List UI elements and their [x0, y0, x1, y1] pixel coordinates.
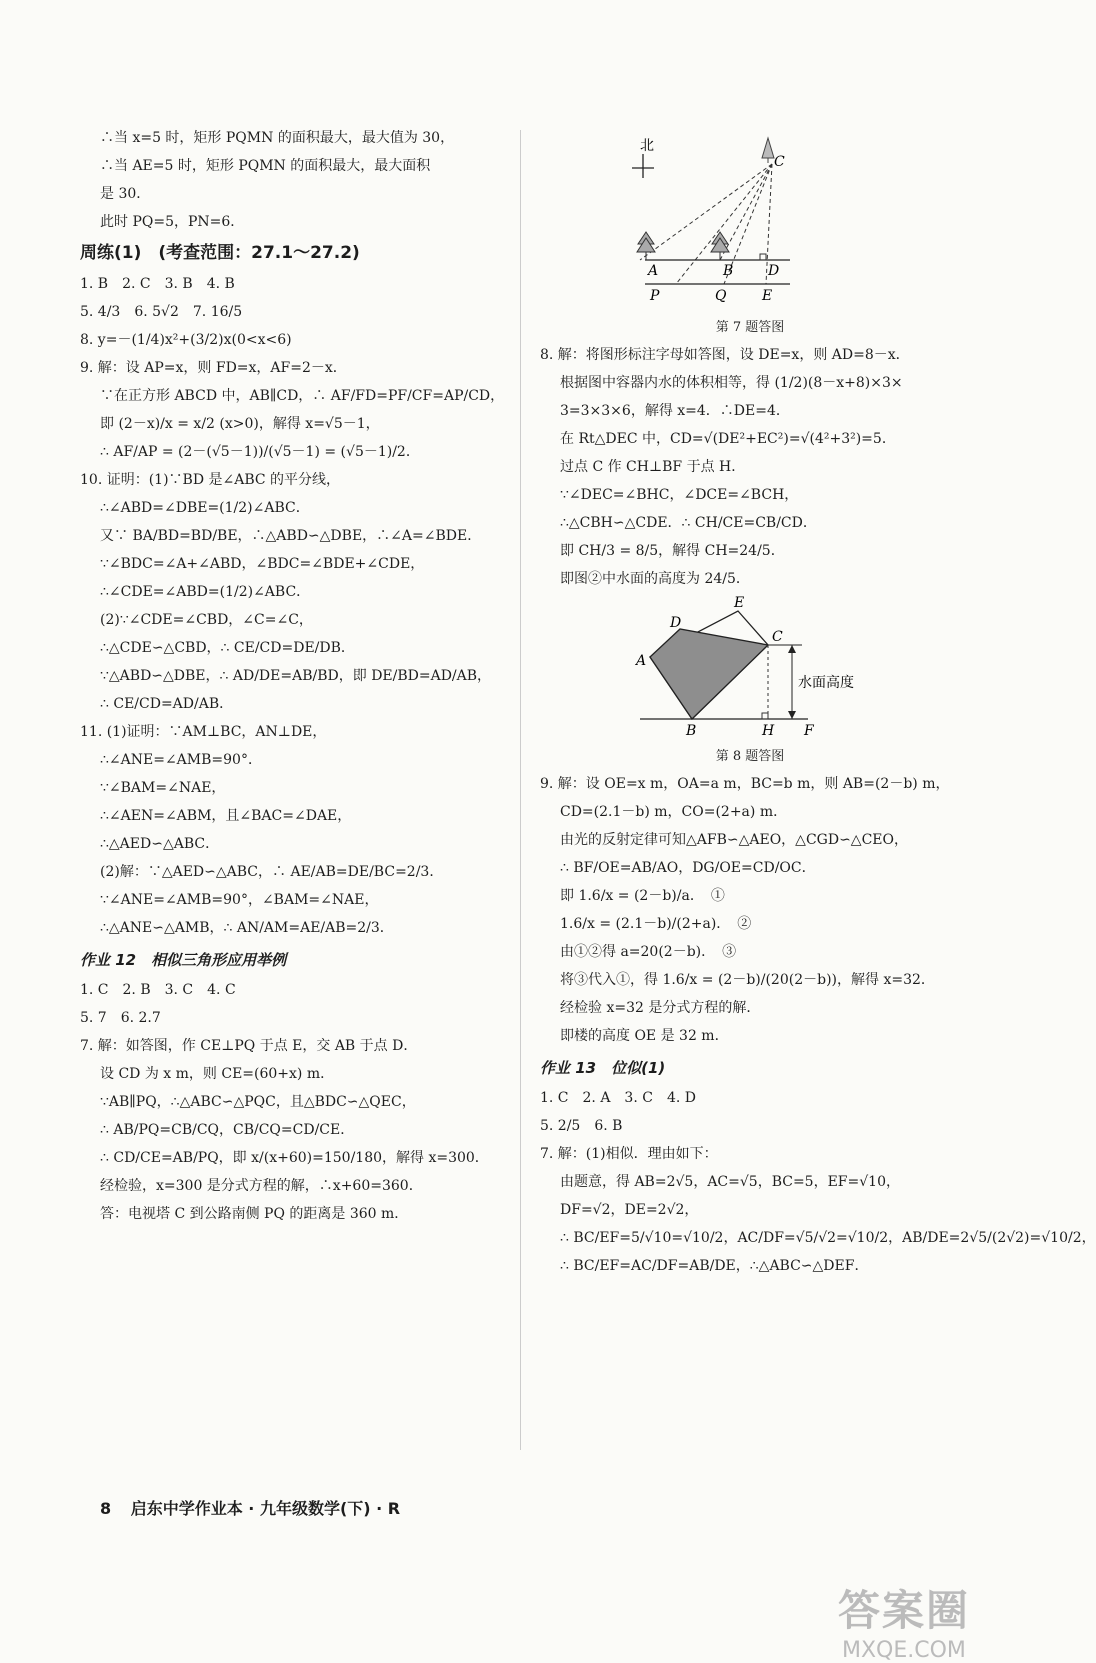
- text-line: 9. 解：设 OE=x m，OA=a m，BC=b m，则 AB=(2－b) m，: [540, 776, 950, 792]
- label-b8: B: [686, 723, 697, 739]
- text-line: 1. C 2. A 3. C 4. D: [540, 1090, 696, 1106]
- label-b: B: [723, 263, 734, 279]
- figure-7: [540, 128, 960, 335]
- solution-9-and-13: [540, 774, 1096, 1276]
- label-e8: E: [734, 595, 745, 611]
- text-line: ∵∠DEC=∠BHC，∠DCE=∠BCH，: [560, 487, 799, 503]
- section-heading: 周练(1) (考查范围：27.1～27.2): [80, 243, 360, 263]
- book-title: 启东中学作业本 · 九年级数学(下) · R: [130, 1499, 401, 1518]
- left-column: [80, 128, 520, 1232]
- text-line: 经检验 x=32 是分式方程的解．: [560, 1000, 761, 1016]
- text-line: ∴ BF/OE=AB/AO，DG/OE=CD/OC．: [560, 860, 816, 876]
- text-line: ∴当 x=5 时，矩形 PQMN 的面积最大，最大值为 30，: [100, 130, 455, 146]
- text-line: DF=√2，DE=2√2，: [560, 1202, 699, 1218]
- text-line: 是 30．: [100, 186, 151, 202]
- section-heading: 作业 13 位似(1): [540, 1059, 666, 1077]
- label-f8: F: [804, 723, 814, 739]
- text-line: ∴∠AEN=∠ABM，且∠BAC=∠DAE，: [100, 808, 352, 824]
- label-d8: D: [670, 615, 682, 631]
- text-line: ∴∠CDE=∠ABD=(1/2)∠ABC．: [100, 584, 311, 600]
- text-line: ∴∠ABD=∠DBE=(1/2)∠ABC．: [100, 500, 310, 516]
- text-line: 8. y=－(1/4)x²+(3/2)x(0<x<6): [80, 332, 292, 348]
- tree-a-icon: [637, 232, 655, 260]
- figure-8-diagram: [540, 597, 960, 737]
- text-line: 根据图中容器内水的体积相等，得 (1/2)(8－x+8)×3×: [560, 375, 903, 391]
- text-line: ∴∠ANE=∠AMB=90°．: [100, 752, 262, 768]
- label-c8: C: [772, 629, 783, 645]
- text-line: (2)∵∠CDE=∠CBD，∠C=∠C，: [100, 612, 313, 628]
- tower-c-icon: [762, 138, 774, 158]
- text-line: 即楼的高度 OE 是 32 m．: [560, 1028, 729, 1044]
- text-line: 经检验，x=300 是分式方程的解，∴x+60=360．: [100, 1178, 423, 1194]
- text-line: 1. B 2. C 3. B 4. B: [80, 276, 235, 292]
- text-line: 即 (2－x)/x = x/2 (x>0)，解得 x=√5－1，: [100, 416, 380, 432]
- text-line: ∴△CDE∽△CBD，∴ CE/CD=DE/DB．: [100, 640, 355, 656]
- text-line: ∵∠BAM=∠NAE，: [100, 780, 226, 796]
- text-line: CD=(2.1－b) m，CO=(2+a) m．: [560, 804, 788, 820]
- text-line: 10. 证明：(1)∵BD 是∠ABC 的平分线，: [80, 472, 341, 488]
- text-line: 8. 解：将图形标注字母如答图，设 DE=x，则 AD=8－x．: [540, 347, 910, 363]
- text-line: 7. 解：如答图，作 CE⊥PQ 于点 E，交 AB 于点 D．: [80, 1038, 418, 1054]
- right-column: [540, 128, 1096, 1284]
- text-line: ∴ CD/CE=AB/PQ，即 x/(x+60)=150/180，解得 x=300．: [100, 1150, 489, 1166]
- text-line: 又∵ BA/BD=BD/BE，∴△ABD∽△DBE，∴∠A=∠BDE．: [100, 528, 482, 544]
- figure-8-caption: 第 8 题答图: [715, 749, 785, 764]
- text-line: 由光的反射定律可知△AFB∽△AEO，△CGD∽△CEO，: [560, 832, 908, 848]
- label-a8: A: [636, 653, 647, 669]
- page-number: 8: [100, 1499, 112, 1518]
- text-line: ∵∠BDC=∠A+∠ABD，∠BDC=∠BDE+∠CDE，: [100, 556, 425, 572]
- text-line: ∴当 AE=5 时，矩形 PQMN 的面积最大，最大面积: [100, 158, 431, 174]
- text-line: 9. 解：设 AP=x，则 FD=x，AF=2－x．: [80, 360, 347, 376]
- text-line: 11. (1)证明：∵AM⊥BC，AN⊥DE，: [80, 724, 327, 740]
- text-line: ∴ AB/PQ=CB/CQ，CB/CQ=CD/CE．: [100, 1122, 355, 1138]
- text-line: 此时 PQ=5，PN=6．: [100, 214, 245, 230]
- text-line: 过点 C 作 CH⊥BF 于点 H．: [560, 459, 746, 475]
- text-line: 即 1.6/x = (2－b)/a． ①: [560, 888, 725, 904]
- text-line: 将③代入①，得 1.6/x = (2－b)/(20(2－b))，解得 x=32．: [560, 972, 935, 988]
- label-d: D: [768, 263, 780, 279]
- watermark: [838, 1578, 970, 1663]
- text-line: ∴ BC/EF=AC/DF=AB/DE，∴△ABC∽△DEF．: [560, 1258, 869, 1274]
- text-line: ∴△AED∽△ABC．: [100, 836, 220, 852]
- text-line: 答：电视塔 C 到公路南侧 PQ 的距离是 360 m．: [100, 1206, 409, 1222]
- figure-7-caption: 第 7 题答图: [715, 320, 785, 335]
- section-heading: 作业 12 相似三角形应用举例: [80, 951, 287, 969]
- page-footer: [100, 1496, 400, 1519]
- text-line: 由①②得 a=20(2－b)． ③: [560, 944, 737, 960]
- text-line: (2)解：∵△AED∽△ABC，∴ AE/AB=DE/BC=2/3．: [100, 864, 444, 880]
- text-line: ∴ BC/EF=5/√10=√10/2，AC/DF=√5/√2=√10/2，AB/DE=2√5/(2√2)=√10/2，: [560, 1230, 1096, 1246]
- text-line: 即图②中水面的高度为 24/5．: [560, 571, 750, 587]
- figure-8: [540, 597, 960, 764]
- solution-8: [540, 345, 960, 589]
- text-line: ∵在正方形 ABCD 中，AB∥CD，∴ AF/FD=PF/CF=AP/CD，: [100, 388, 505, 404]
- label-h8: H: [762, 723, 775, 739]
- text-line: 7. 解：(1)相似．理由如下：: [540, 1146, 718, 1162]
- text-line: 5. 2/5 6. B: [540, 1118, 623, 1134]
- label-a: A: [648, 263, 659, 279]
- water-region: [650, 629, 768, 719]
- watermark-site: MXQE.COM: [841, 1638, 966, 1663]
- text-line: 5. 4/3 6. 5√2 7. 16/5: [80, 304, 243, 320]
- label-c: C: [774, 154, 785, 170]
- label-e: E: [762, 288, 773, 304]
- water-height-label: 水面高度: [798, 675, 854, 691]
- figure-7-diagram: [540, 128, 960, 308]
- text-line: 1.6/x = (2.1－b)/(2+a)． ②: [560, 916, 752, 932]
- text-line: 即 CH/3 = 8/5，解得 CH=24/5．: [560, 543, 785, 559]
- north-label: 北: [640, 138, 654, 154]
- column-divider: [520, 130, 521, 1450]
- watermark-logo: 答案圈: [837, 1586, 970, 1635]
- text-line: ∵△ABD∽△DBE，∴ AD/DE=AB/BD，即 DE/BD=AD/AB，: [100, 668, 492, 684]
- text-line: 5. 7 6. 2.7: [80, 1010, 161, 1026]
- label-q: Q: [715, 288, 727, 304]
- text-line: 由题意，得 AB=2√5，AC=√5，BC=5，EF=√10，: [560, 1174, 900, 1190]
- text-line: 3=3×3×6，解得 x=4．∴DE=4．: [560, 403, 790, 419]
- text-line: ∴△ANE∽△AMB，∴ AN/AM=AE/AB=2/3．: [100, 920, 394, 936]
- label-p: P: [650, 288, 660, 304]
- text-line: ∵∠ANE=∠AMB=90°，∠BAM=∠NAE，: [100, 892, 379, 908]
- text-line: ∵AB∥PQ，∴△ABC∽△PQC，且△BDC∽△QEC，: [100, 1094, 416, 1110]
- text-line: 在 Rt△DEC 中，CD=√(DE²+EC²)=√(4²+3²)=5．: [560, 431, 896, 447]
- text-line: 1. C 2. B 3. C 4. C: [80, 982, 236, 998]
- text-line: ∴ AF/AP = (2－(√5－1))/(√5－1) = (√5－1)/2．: [100, 444, 420, 460]
- text-line: ∴ CE/CD=AD/AB．: [100, 696, 234, 712]
- text-line: ∴△CBH∽△CDE．∴ CH/CE=CB/CD．: [560, 515, 817, 531]
- text-line: 设 CD 为 x m，则 CE=(60+x) m．: [100, 1066, 335, 1082]
